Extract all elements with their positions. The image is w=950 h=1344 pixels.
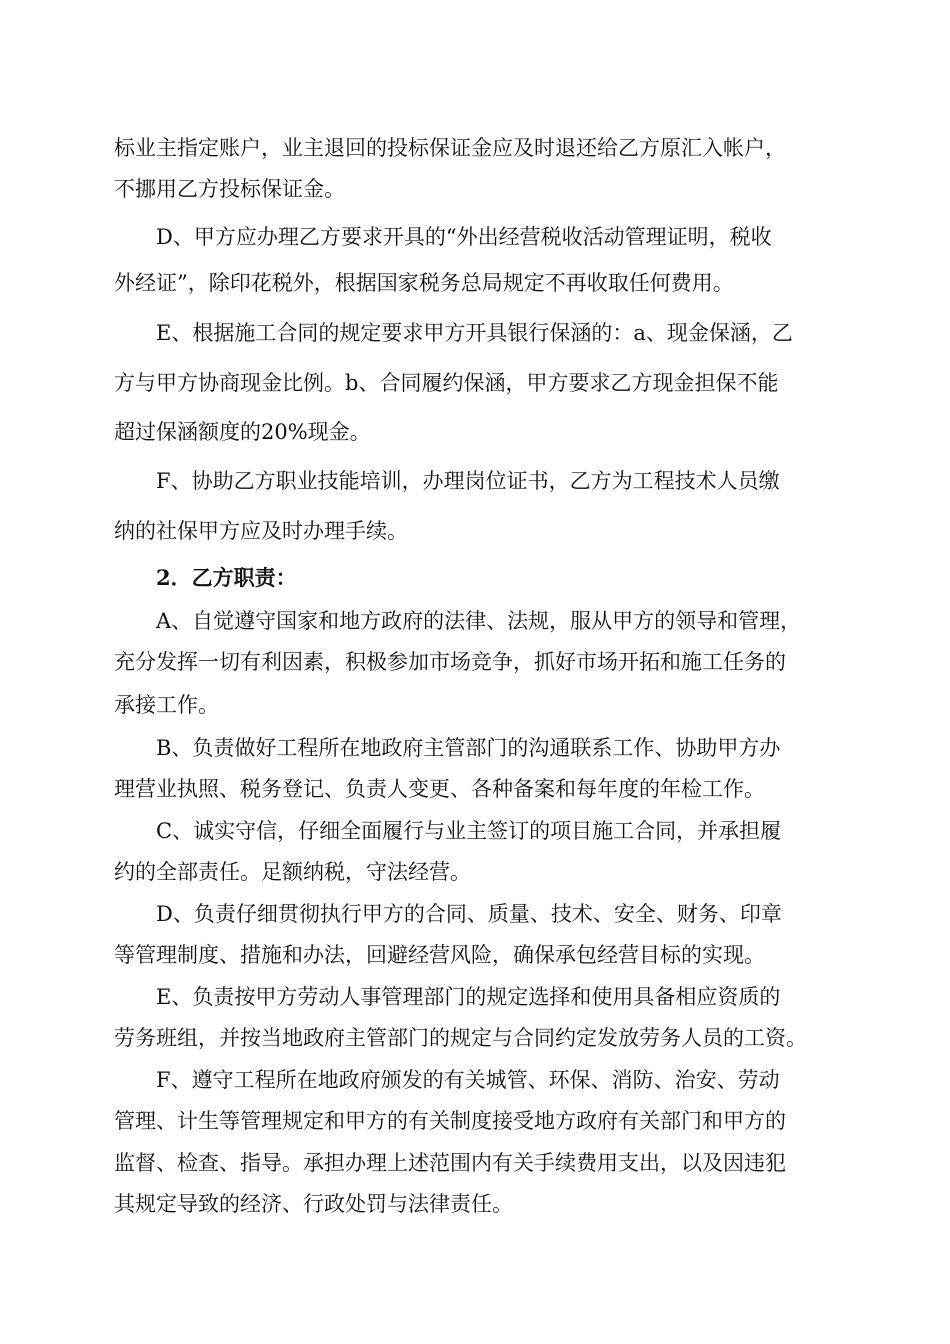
text-line: E、根据施工合同的规定要求甲方开具银行保涵的：a、现金保涵，乙 (156, 321, 793, 345)
text-line: 监督、检查、指导。承担办理上述范围内有关手续费用支出，以及因违犯 (114, 1151, 786, 1175)
text-line: F、协助乙方职业技能培训，办理岗位证书，乙方为工程技术人员缴 (156, 469, 780, 493)
text-line: 理营业执照、税务登记、负责人变更、各种备案和每年度的年检工作。 (114, 777, 765, 801)
text-line: 等管理制度、措施和办法，回避经营风险，确保承包经营目标的实现。 (114, 943, 765, 967)
text-line: D、负责仔细贯彻执行甲方的合同、质量、技术、安全、财务、印章 (156, 902, 782, 926)
text-line: 外经证”，除印花税外，根据国家税务总局规定不再收取任何费用。 (114, 271, 734, 295)
text-line: E、负责按甲方劳动人事管理部门的规定选择和使用具备相应资质的 (156, 985, 781, 1009)
section-heading: 2．乙方职责： (156, 565, 297, 590)
text-line: 承接工作。 (114, 693, 219, 717)
text-line: 管理、计生等管理规定和甲方的有关制度接受地方政府有关部门和甲方的 (114, 1109, 786, 1133)
text-line: B、负责做好工程所在地政府主管部门的沟通联系工作、协助甲方办 (156, 736, 781, 760)
text-line: A、自觉遵守国家和地方政府的法律、法规，服从甲方的领导和管理， (156, 609, 802, 633)
text-line: 纳的社保甲方应及时办理手续。 (114, 519, 408, 543)
text-line: 其规定导致的经济、行政处罚与法律责任。 (114, 1192, 513, 1216)
text-line: 不挪用乙方投标保证金。 (114, 177, 345, 201)
text-line: 充分发挥一切有利因素，积极参加市场竞争，抓好市场开拓和施工任务的 (114, 650, 786, 674)
text-line: F、遵守工程所在地政府颁发的有关城管、环保、消防、治安、劳动 (156, 1068, 780, 1092)
text-line: C、诚实守信，仔细全面履行与业主签订的项目施工合同，并承担履 (156, 819, 782, 843)
text-line: D、甲方应办理乙方要求开具的“外出经营税收活动管理证明，税收 (156, 225, 772, 249)
text-line: 方与甲方协商现金比例。b、合同履约保涵，甲方要求乙方现金担保不能 (114, 371, 779, 395)
text-line: 标业主指定账户，业主退回的投标保证金应及时退还给乙方原汇入帐户， (114, 136, 786, 160)
text-line: 约的全部责任。足额纳税，守法经营。 (114, 860, 471, 884)
text-line: 劳务班组，并按当地政府主管部门的规定与合同约定发放劳务人员的工资。 (114, 1026, 807, 1050)
text-line: 超过保涵额度的20%现金。 (114, 420, 371, 444)
